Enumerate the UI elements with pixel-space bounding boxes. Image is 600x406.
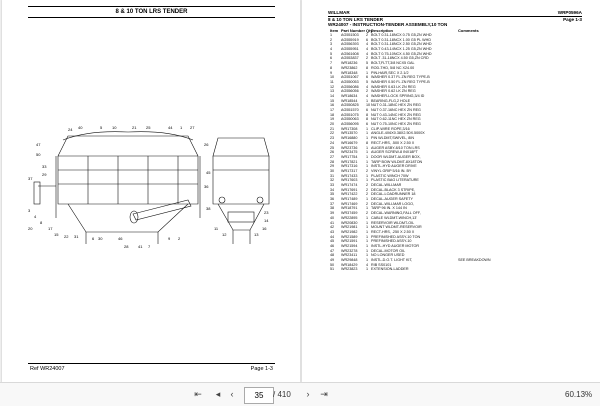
qty-cell: 1 [366, 136, 369, 141]
item-cell: 7 [330, 61, 333, 66]
col-description: Description [371, 28, 394, 33]
viewer-toolbar [0, 382, 600, 406]
comment-cell: SEE BREAKDOWN [458, 258, 491, 262]
description-cell: DECAL-WILLMAR [371, 183, 402, 187]
description-cell: BOLT 0.31-18NCX 2.50 G5,ZN WHD [371, 42, 432, 47]
item-cell: 11 [330, 79, 334, 84]
qty-cell: 8 [366, 117, 369, 122]
page-label: Page 1-3 [563, 17, 582, 22]
last-page-icon[interactable]: ⇥ [320, 389, 328, 399]
description-cell: RECT-HRS, .500 X 2.50 X [371, 140, 415, 145]
qty-cell: 4 [366, 51, 369, 56]
description-cell: RIB SS0101 [371, 262, 392, 267]
callout: 47 [36, 142, 41, 147]
part-number-cell: WR21589 [341, 234, 358, 239]
item-cell: 51 [330, 267, 335, 272]
qty-cell: 4 [366, 84, 369, 89]
part-number-cell: WR17474 [341, 183, 358, 187]
zoom-level[interactable]: 60.13% [565, 390, 593, 399]
description-cell: WASHER 0.62 LK ZN REG [371, 89, 416, 94]
qty-cell: 1 [366, 267, 369, 272]
qty-cell: 1 [366, 253, 369, 258]
item-cell: 17 [330, 108, 335, 112]
callout: 29 [42, 172, 47, 177]
part-number-cell: WR23823 [341, 267, 358, 272]
part-number-cell: WR23475 [341, 150, 358, 155]
part-number-cell: AG561608 [341, 51, 359, 56]
description-cell: NO LONGER USED [371, 253, 405, 258]
part-number-cell: AG555951 [341, 47, 359, 52]
callout: 23 [264, 210, 269, 215]
item-cell: 5 [330, 51, 333, 56]
qty-cell: 6 [366, 37, 369, 42]
description-cell: NUT 0.62-11NC HEX ZN REG [371, 117, 421, 122]
callout: 13 [254, 232, 259, 237]
tender-exploded-diagram [28, 126, 274, 256]
qty-cell: 1 [366, 248, 369, 253]
footer-ref: Ref WR24007 [30, 366, 65, 372]
item-cell: 47 [330, 248, 335, 253]
description-cell: CLIP-WIRE ROPE,3/16 [371, 126, 410, 131]
page-number-input[interactable] [244, 387, 274, 404]
description-cell: BEARING-FLG,2 HOLE [371, 98, 411, 103]
part-number-cell: AG556095 [341, 122, 359, 127]
qty-cell: 8 [366, 65, 369, 70]
qty-cell: 4 [366, 42, 369, 47]
description-cell: WASHER 0.50 FL ZN REG TYPE-B [371, 79, 430, 84]
part-number-cell: WR17821 [341, 159, 358, 164]
description-cell: BOLT 0.31-18NCX 1.00 G5 PL WHD [371, 37, 431, 42]
table-row [328, 267, 582, 272]
qty-cell: 1 [366, 145, 369, 150]
item-cell: 10 [330, 75, 335, 80]
qty-cell: 5 [366, 79, 369, 84]
qty-cell: 1 [366, 215, 369, 220]
qty-cell: 1 [366, 154, 369, 159]
callout: 3 [28, 208, 31, 213]
qty-cell: 6 [366, 122, 369, 127]
prev-page-icon-alt[interactable]: ‹ [230, 389, 234, 399]
description-cell: PIN WLDMT,SWIVEL, 8IN [371, 136, 415, 141]
item-cell: 12 [330, 84, 335, 89]
description-cell: CABLE WLDMT-WINCH,13' [371, 215, 417, 220]
part-number-cell: WR17433 [341, 173, 358, 178]
callout: 7 [148, 244, 151, 249]
item-cell: 8 [330, 65, 333, 70]
item-cell: 14 [330, 93, 335, 98]
item-cell: 40 [330, 215, 335, 220]
callout: 46 [118, 236, 123, 241]
qty-cell: 1 [366, 173, 369, 178]
part-number-cell: WR18429 [341, 262, 358, 267]
callout: 2 [178, 236, 181, 241]
part-number-cell: AG550053 [341, 79, 359, 84]
callout: 33 [42, 164, 47, 169]
description-cell: TARP 96 IN. X 144 IN [371, 206, 407, 211]
callout: 40 [78, 126, 83, 130]
callout: 30 [98, 236, 103, 241]
description-cell: TARP BOW WLDMT-8X18TON [371, 159, 423, 164]
callout: 45 [206, 170, 211, 175]
part-number-cell: WR17469 [341, 201, 358, 206]
qty-cell: 8 [366, 112, 369, 117]
callout: 41 [138, 244, 143, 249]
part-number-cell: WR18236 [341, 61, 358, 66]
prev-page-icon[interactable]: ◂ [215, 389, 221, 399]
item-cell: 39 [330, 211, 335, 216]
description-cell: INSTL-HYD AUGER DRIVE [371, 164, 417, 169]
callout: 27 [190, 126, 195, 130]
part-number-cell: WR17489 [341, 197, 358, 202]
part-number-cell: WR21982 [341, 229, 358, 234]
part-number-cell: WR17422 [341, 192, 358, 197]
qty-cell: 8 [366, 140, 369, 145]
part-number-cell: WR16880 [341, 136, 358, 141]
next-page-icon[interactable]: › [306, 389, 310, 399]
qty-cell: 1 [366, 220, 369, 225]
part-number-cell: WR17308 [341, 126, 358, 131]
description-cell: DECAL-WILLMAR LOGO, [371, 201, 415, 206]
description-cell: DECAL-AUGER SAFETY [371, 197, 414, 202]
part-number-cell: WR23736 [341, 145, 358, 150]
qty-cell: 4 [366, 262, 369, 267]
qty-cell: 2 [366, 89, 369, 94]
callout: 12 [222, 232, 227, 237]
description-cell: WASHER 0.63 LK ZN REG [371, 84, 416, 89]
description-cell: NUT 0.31-18NC HEX ZN REG [371, 103, 421, 108]
qty-cell: 2 [366, 211, 369, 216]
item-cell: 3 [330, 42, 333, 47]
qty-cell: 2 [366, 183, 369, 187]
part-number-cell: WR18348 [341, 70, 358, 75]
qty-cell: 1 [366, 239, 369, 244]
item-cell: 30 [330, 168, 335, 173]
callout: 37 [28, 176, 33, 181]
part-number-cell: AG550825 [341, 103, 359, 108]
part-number-cell: WR18544 [341, 98, 358, 103]
description-cell: RECT-HRS, .250 X 2.50 X [371, 229, 415, 234]
description-cell: EXTENSION-LADDER [371, 267, 409, 272]
left-page [2, 0, 300, 382]
callout: 21 [132, 126, 137, 130]
description-cell: PLASTIC BAG LITERATURE [371, 178, 419, 183]
part-number-cell: AG551570 [341, 108, 359, 112]
parts-table [328, 33, 582, 272]
description-cell: VINYL GRIP 5/16 IN. BY [371, 168, 412, 173]
callout: 22 [64, 234, 69, 239]
part-number-cell: WR18634 [341, 93, 358, 98]
part-number-cell: WR13570 [341, 131, 358, 136]
qty-cell: 1 [366, 70, 369, 75]
item-cell: 34 [330, 187, 335, 192]
left-page-title: 8 & 10 TON LRS TENDER [28, 6, 275, 18]
item-cell: 27 [330, 154, 335, 159]
callout: 14 [264, 218, 269, 223]
callout: 4 [34, 214, 37, 219]
description-cell: WASHER 0.37 FL ZN REG TYPE-B [371, 75, 430, 80]
callout: 38 [206, 206, 211, 211]
description-cell: PREFINISHED ASSY-10 [371, 239, 412, 244]
qty-cell: 4 [366, 47, 369, 52]
item-cell: 25 [330, 145, 335, 150]
brand-name: WILLMAR [328, 10, 350, 15]
first-page-icon[interactable]: ⇤ [194, 389, 202, 399]
qty-cell: 1 [366, 150, 369, 155]
item-cell: 19 [330, 117, 335, 122]
qty-cell: 5 [366, 61, 369, 66]
description-cell: BOLT .31-18NCX 4.50 G5,ZN CRD [371, 56, 429, 61]
qty-cell: 10 [366, 103, 371, 108]
part-number-cell: AG556393 [341, 42, 359, 47]
callout: 20 [28, 226, 33, 231]
description-cell: NUT 0.43-14NC HEX ZN REG [371, 112, 421, 117]
item-cell: 22 [330, 131, 335, 136]
col-qty: Qty [366, 28, 373, 33]
item-cell: 32 [330, 178, 335, 183]
callout: 24 [68, 127, 73, 132]
item-cell: 18 [330, 112, 335, 117]
part-number-cell: WR17317 [341, 168, 358, 173]
part-number-cell: AG556086 [341, 84, 359, 89]
part-number-cell: WR23278 [341, 248, 358, 253]
qty-cell: 1 [366, 243, 369, 248]
item-cell: 20 [330, 122, 335, 127]
item-cell: 23 [330, 136, 335, 141]
callout: 11 [214, 226, 219, 231]
item-cell: 45 [330, 239, 335, 244]
description-cell: INSTL-HYD AUGER MOTOR [371, 243, 420, 248]
right-page [302, 0, 600, 382]
description-cell: WASHER-LOCK SPRING,3/4 ID [371, 93, 425, 98]
left-page-footer [28, 363, 275, 374]
item-cell: 29 [330, 164, 335, 169]
qty-cell: 4 [366, 93, 369, 98]
item-cell: 9 [330, 70, 333, 75]
description-cell: DOOR WLDMT-AUGER BOX, [371, 154, 421, 159]
assembly-title: WR24007 - INSTRUCTION-TENDER ASSEMBLY,10 TON [328, 22, 448, 27]
part-number-cell: AG550063 [341, 117, 359, 122]
item-cell: 50 [330, 262, 335, 267]
callout: 9 [168, 236, 171, 241]
qty-cell: 6 [366, 108, 369, 112]
part-number-cell: WR21594 [341, 243, 358, 248]
part-number-cell: AG551067 [341, 75, 359, 80]
part-number-cell: WR16679 [341, 140, 358, 145]
item-cell: 43 [330, 229, 335, 234]
description-cell: RESERVOIR WLDMT-OIL [371, 220, 415, 225]
item-cell: 38 [330, 206, 335, 211]
qty-cell: 2 [366, 201, 369, 206]
item-cell: 26 [330, 150, 335, 155]
item-cell: 36 [330, 197, 335, 202]
part-number-cell: WR29848 [341, 258, 358, 262]
item-cell: 15 [330, 98, 335, 103]
callout: 25 [146, 126, 151, 130]
part-number-cell: WR17316 [341, 164, 358, 169]
qty-cell: 2 [366, 168, 369, 173]
description-cell: PLASTIC WINCH 70W [371, 173, 409, 178]
callout: 44 [168, 126, 173, 130]
item-cell: 33 [330, 183, 335, 187]
description-cell: AUGER ASBY-8/10 TON LRS [371, 145, 420, 150]
qty-cell: 1 [366, 159, 369, 164]
qty-cell: 1 [366, 131, 369, 136]
qty-cell: 1 [366, 225, 369, 230]
callout: 6 [92, 236, 95, 241]
description-cell: ANGLE-4X6X0.38X2.50X.5000X [371, 131, 425, 136]
item-cell: 28 [330, 159, 335, 164]
description-cell: PIN-HAIR,SEC X 2.1/2 [371, 70, 409, 75]
description-cell: PREFINISHED ASSY-10 TON [371, 234, 421, 239]
callout: 8 [40, 220, 43, 225]
description-cell: BOLT 0.31-18NCX 0.75 G5,ZN WHD [371, 33, 432, 37]
callout: 17 [48, 226, 53, 231]
callout: 15 [54, 232, 59, 237]
item-cell: 1 [330, 33, 333, 37]
item-cell: 42 [330, 225, 335, 230]
qty-cell: 1 [366, 206, 369, 211]
callout: 16 [262, 226, 267, 231]
part-number-cell: WR20830 [341, 220, 358, 225]
part-number-cell: WR21981 [341, 225, 358, 230]
qty-cell: 2 [366, 192, 369, 197]
callout: 31 [74, 234, 79, 239]
description-cell: DECAL-MOTOR OIL [371, 248, 406, 253]
description-cell: BOLT 0.43-14NCX 1.25 G5,ZN WHD [371, 47, 432, 52]
qty-cell: 2 [366, 56, 369, 61]
description-cell: BOLT,FLTT,3/8 NCX5 GAL [371, 61, 415, 66]
item-cell: 41 [330, 220, 335, 225]
qty-cell: 1 [366, 98, 369, 103]
callout: 26 [204, 142, 209, 147]
callout: 10 [112, 126, 117, 130]
part-number-cell: AG553837 [341, 56, 359, 61]
part-number-cell: AG556056 [341, 89, 359, 94]
item-cell: 35 [330, 192, 335, 197]
part-number-cell: WR17754 [341, 154, 358, 159]
part-number-cell: AG555919 [341, 37, 359, 42]
right-header-row1 [328, 10, 582, 15]
qty-cell: 6 [366, 75, 369, 80]
qty-cell: 1 [366, 164, 369, 169]
item-cell: 4 [330, 47, 333, 52]
description-cell: DECAL-WARNING,FALL OFF, [371, 211, 421, 216]
callout: 28 [124, 244, 129, 249]
qty-cell: 1 [366, 229, 369, 234]
qty-cell: 2 [366, 187, 369, 192]
part-number-cell: WR21591 [341, 239, 358, 244]
item-cell: 13 [330, 89, 335, 94]
item-cell: 31 [330, 173, 335, 178]
col-part-number: Part Number [341, 28, 366, 33]
item-cell: 2 [330, 37, 333, 42]
description-cell: INSTL-D.O.T. LIGHT KIT, [371, 258, 413, 262]
qty-cell: 1 [366, 126, 369, 131]
part-number-cell: WR22895 [341, 215, 358, 220]
callout: 36 [204, 184, 209, 189]
item-cell: 44 [330, 234, 335, 239]
part-number-cell: WR23862 [341, 65, 358, 70]
part-number-cell: AG551075 [341, 112, 359, 117]
page-total: / 410 [273, 390, 291, 399]
doc-code: WRP0596A [557, 10, 582, 15]
description-cell: BOLT 0.75-10NCX 4.50 G5,ZN WHD [371, 51, 432, 56]
item-cell: 48 [330, 253, 335, 258]
part-number-cell: WR17603 [341, 178, 358, 183]
qty-cell: 1 [366, 258, 369, 262]
item-cell: 21 [330, 126, 335, 131]
item-cell: 24 [330, 140, 335, 145]
part-number-cell: WR37459 [341, 211, 358, 216]
callout: 1 [180, 126, 183, 130]
description-cell: MOUNT WLDMT-RESERVOIR [371, 225, 422, 230]
qty-cell: 1 [366, 178, 369, 183]
qty-cell: 1 [366, 234, 369, 239]
item-cell: 37 [330, 201, 335, 206]
description-cell: AUGER SCREW-8 INX18FT [371, 150, 418, 155]
col-comments: Comments [458, 28, 479, 33]
qty-cell: 1 [366, 197, 369, 202]
part-number-cell: WR17691 [341, 187, 358, 192]
item-cell: 49 [330, 258, 335, 262]
qty-cell: 2 [366, 33, 369, 37]
callout: 50 [36, 152, 41, 157]
section-title: 8 & 10 TON LRS TENDER [328, 17, 384, 22]
description-cell: NUT 0.75-10NC HEX ZN REG [371, 122, 421, 127]
description-cell: ROD-THD, 5/8 NC X24.00 [371, 65, 415, 70]
description-cell: DECAL-BLACK 3 STRIPE, [371, 187, 416, 192]
item-cell: 16 [330, 103, 335, 108]
item-cell: 46 [330, 243, 335, 248]
col-item: Item [330, 28, 339, 33]
part-number-cell: WR23411 [341, 253, 358, 258]
part-number-cell: AG551503 [341, 33, 359, 37]
part-number-cell: WR18791 [341, 206, 358, 211]
description-cell: NUT 0.37-16NC HEX ZN REG [371, 108, 421, 112]
item-cell: 6 [330, 56, 333, 61]
footer-page: Page 1-3 [250, 366, 273, 372]
description-cell: DECAL-LOADRUNNER 18 [371, 192, 416, 197]
callout: 5 [100, 126, 103, 130]
